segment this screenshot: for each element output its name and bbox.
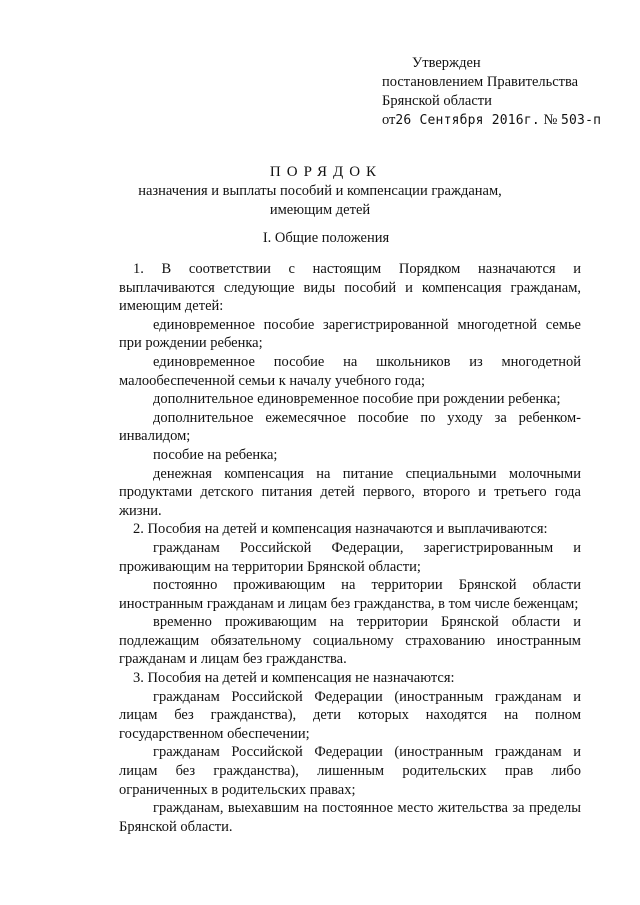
paragraph: гражданам Российской Федерации (иностранным гражданам и лицам без гражданства), дети которых находятся на полном государственном обеспечении; (119, 688, 581, 742)
paragraph: 2. Пособия на детей и компенсация назначаются и выплачиваются: (133, 521, 548, 538)
paragraph: дополнительное единовременное пособие при рождении ребенка; (153, 391, 561, 408)
approval-date: 26 Сентября 2016г. (395, 113, 540, 128)
paragraph: единовременное пособие зарегистрированной многодетной семье при рождении ребенка; (119, 316, 581, 352)
paragraph: единовременное пособие на школьников из многодетной малообеспеченной семьи к началу учебного года; (119, 353, 581, 389)
document-body (119, 260, 581, 836)
paragraph: временно проживающим на территории Брянской области и подлежащим обязательному социальному страхованию иностранным гражданам и лицам без гражданства. (119, 614, 581, 668)
document-title (0, 162, 640, 220)
section-heading: I. Общие положения (262, 230, 390, 246)
title-subtitle-1: назначения и выплаты пособий и компенсации гражданам, (138, 183, 502, 199)
approval-number: 503-п (560, 113, 602, 128)
paragraph: 3. Пособия на детей и компенсация не назначаются: (133, 670, 455, 687)
paragraph: гражданам, выехавшим на постоянное место жительства за пределы Брянской области. (119, 800, 581, 835)
approval-stamp (382, 54, 601, 130)
approval-line-3: Брянской области (382, 93, 492, 109)
paragraph: гражданам Российской Федерации (иностранным гражданам и лицам без гражданства), лишенным родительских прав либо ограниченных в родительских правах; (119, 744, 581, 798)
approval-date-prefix: от (382, 112, 396, 128)
approval-number-sign: № (543, 112, 558, 128)
approval-line-2: постановлением Правительства (382, 74, 579, 90)
title-subtitle-2: имеющим детей (269, 202, 371, 218)
title-main: ПОРЯДОК (269, 164, 383, 180)
paragraph: денежная компенсация на питание специальными молочными продуктами детского питания детей первого, второго и третьего года жизни. (119, 465, 581, 519)
approval-line-4 (382, 111, 601, 130)
paragraph: 1. В соответствии с настоящим Порядком назначаются и выплачиваются следующие виды пособий и компенсация гражданам, имеющим детей: (119, 261, 581, 315)
paragraph: пособие на ребенка; (153, 446, 278, 463)
approval-line-1: Утвержден (412, 55, 481, 71)
paragraph: дополнительное ежемесячное пособие по уходу за ребенком-инвалидом; (119, 409, 581, 445)
paragraph: гражданам Российской Федерации, зарегистрированным и проживающим на территории Брянской области; (119, 539, 581, 575)
paragraph: постоянно проживающим на территории Брянской области иностранным гражданам и лицам без гражданства, в том числе беженцам; (119, 577, 581, 612)
